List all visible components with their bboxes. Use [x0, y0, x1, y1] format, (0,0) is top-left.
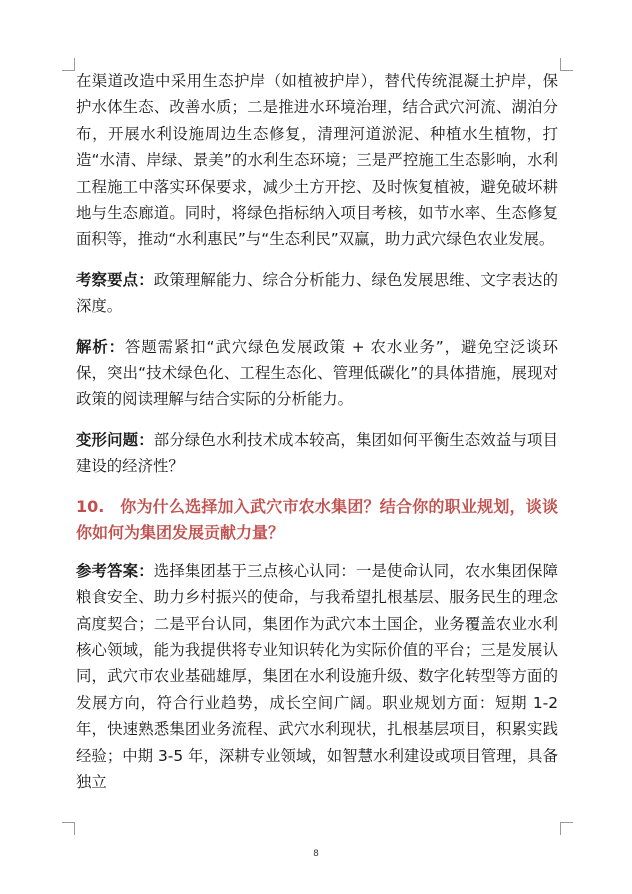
variant-question-paragraph — [76, 427, 558, 480]
page-body — [76, 68, 558, 809]
reference-answer-label: 参考答案： — [76, 561, 154, 580]
continued-paragraph: 在渠道改造中采用生态护岸（如植被护岸），替代传统混凝土护岸，保护水体生态、改善水质；二是推进水环境治理，结合武穴河流、湖泊分布，开展水利设施周边生态修复，清理河道淤泥、种植水生植物，打造“水清、岸绿、景美”的水利生态环境；三是严控施工生态影响，水利工程施工中落实环保要求，减少土方开挖、及时恢复植被，避免破坏耕地与生态廊道。同时，将绿色指标纳入项目考核，如节水率、生态修复面积等，推动“水利惠民”与“生态利民”双赢，助力武穴绿色农业发展。 — [76, 72, 558, 249]
question-heading — [76, 494, 558, 546]
analysis-text: 答题需紧扣“武穴绿色发展政策 + 农水业务”，避免空泛谈环保，突出“技术绿色化、工程生态化、管理低碳化”的具体措施，展现对政策的阅读理解与结合实际的分析能力。 — [76, 337, 558, 409]
analysis-paragraph — [76, 334, 558, 413]
exam-points-paragraph — [76, 267, 558, 320]
crop-mark-top-right — [560, 58, 573, 71]
page-number: 8 — [313, 849, 319, 859]
question-number: 10. — [76, 496, 105, 516]
crop-mark-bottom-left — [62, 822, 75, 835]
question-text: 你为什么选择加入武穴市农水集团？结合你的职业规划，谈谈你如何为集团发展贡献力量？ — [76, 496, 558, 542]
crop-mark-top-left — [62, 58, 75, 71]
crop-mark-bottom-right — [560, 822, 573, 835]
reference-answer-paragraph — [76, 558, 558, 796]
variant-question-label: 变形问题： — [76, 430, 154, 449]
exam-points-text: 政策理解能力、综合分析能力、绿色发展思维、文字表达的深度。 — [76, 270, 558, 316]
variant-question-text: 部分绿色水利技术成本较高，集团如何平衡生态效益与项目建设的经济性？ — [76, 430, 558, 476]
reference-answer-text: 选择集团基于三点核心认同：一是使命认同，农水集团保障粮食安全、助力乡村振兴的使命，与我希望扎根基层、服务民生的理念高度契合；二是平台认同，集团作为武穴本土国企，业务覆盖农业水利核心领域，能为我提供将专业知识转化为实际价值的平台；三是发展认同，武穴市农业基础雄厚，集团在水利设施升级、数字化转型等方面的发展方向，符合行业趋势，成长空间广阔。职业规划方面：短期 1-2 年，快速熟悉集团业务流程、武穴水利现状，扎根基层项目，积累实践经验；中期 3-5 年，深耕专业领域，如智慧水利建设或项目管理，具备独立 — [76, 561, 558, 791]
analysis-label: 解析： — [76, 337, 125, 356]
exam-points-label: 考察要点： — [76, 270, 154, 289]
